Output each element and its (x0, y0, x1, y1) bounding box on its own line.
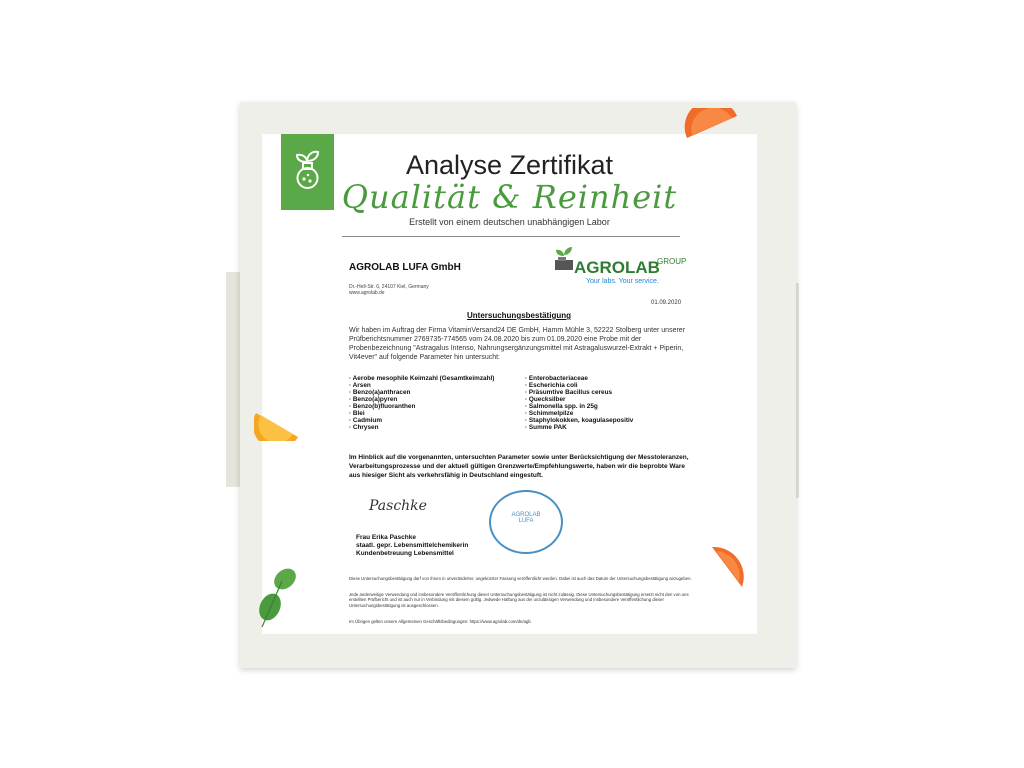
list-item: · Escherichia coli (525, 382, 578, 389)
agrolab-brand: AGROLAB (574, 258, 660, 277)
list-item: · Schimmelpilze (525, 410, 574, 417)
company-web: www.agrolab.de (349, 290, 385, 296)
list-item: · Staphylokokken, koagulasepositiv (525, 417, 634, 424)
footer-note-3: Im Übrigen gelten unsere Allgemeinen Geschäftsbedingungen: https://www.agrolab.com/de/agb (349, 619, 531, 624)
signer-role: staatl. gepr. Lebensmittelchemikerin (356, 542, 469, 549)
certificate-title: Analyse Zertifikat (405, 150, 614, 180)
orange-slice-right-icon (708, 541, 756, 591)
certificate-script-title: Qualität & Reinheit (341, 178, 678, 216)
certificate-subtitle: Erstellt von einem deutschen unabhängigen Labor (409, 217, 610, 227)
agrolab-logo-icon (553, 244, 575, 274)
company-name: AGROLAB LUFA GmbH (349, 262, 461, 273)
divider (342, 236, 680, 237)
green-leaves-icon (252, 561, 302, 631)
list-item: · Cadmium (349, 417, 383, 424)
list-item: · Blei (349, 410, 365, 417)
footer-note-2: Jede anderweitige Verwendung und insbesondere Veröffentlichung dieser Untersuchungsbestätigung ist nicht zulässig. Diese Untersuchungsbestätigung ersetzt nicht den von uns erstellten Prüfbericht und ist auch nur in Verbindung mit diesem gültig. Jedwede Haftung aus der unzulässigen Verwendung und insbesondere Veröffentlichung dieser Untersuchungsbestätigung ist ausgeschlossen. (349, 592, 689, 608)
list-item: · Benzo(a)anthracen (349, 389, 411, 396)
agrolab-group: GROUP (657, 257, 687, 266)
list-item: · Benzo(a)pyren (349, 396, 398, 403)
list-item: · Salmonella spp. in 25g (525, 403, 598, 410)
lab-stamp (489, 490, 563, 554)
signer-dept: Kundenbetreuung Lebensmittel (356, 550, 454, 557)
lemon-slice-icon (254, 407, 300, 441)
footer-note-1: Diese Untersuchungsbestätigung darf von Ihnen in unveränderter, ungekürzter Fassung veröffentlicht werden. Dabei ist auch das Datum der Untersuchungsbestätigung anzugeben. (349, 576, 692, 581)
params-right-list (525, 375, 633, 431)
list-item: · Enterobacteriaceae (525, 375, 588, 382)
company-address: Dr.-Hell-Str. 6, 24107 Kiel, Germany (349, 284, 429, 290)
letter-summary: Im Hinblick auf die vorgenannten, untersuchten Parameter sowie unter Berücksichtigung der Messtoleranzen, Verarbeitungsprozesse und der aktuell gültigen Grenzwerte/Empfehlungswerte, haben wir die beprobte Ware aus hiesiger Sicht als verkehrsfähig in Deutschland eingestuft. (349, 454, 689, 479)
list-item: · Präsumtive Bacillus cereus (525, 389, 613, 396)
list-item: · Quecksilber (525, 396, 566, 403)
stamp-line2: LUFA (518, 518, 534, 524)
list-item: · Benzo(b)fluoranthen (349, 403, 416, 410)
letter-heading: Untersuchungsbestätigung (466, 311, 571, 320)
letter-date: 01.09.2020 (651, 300, 682, 306)
list-item: · Chrysen (349, 424, 379, 431)
stamp-line1: AGROLAB (511, 512, 541, 518)
list-item: · Summe PAK (525, 424, 567, 431)
orange-slice-top-icon (683, 108, 741, 146)
params-left-list (349, 375, 494, 431)
agrolab-tagline: Your labs. Your service. (586, 278, 659, 285)
list-item: · Arsen (349, 382, 371, 389)
signature: Paschke (369, 498, 427, 514)
list-item: · Aerobe mesophile Keimzahl (Gesamtkeimzahl) (349, 375, 495, 382)
signer-name: Frau Erika Paschke (356, 534, 416, 541)
letter-intro: Wir haben im Auftrag der Firma VitaminVersand24 DE GmbH, Hamm Mühle 3, 52222 Stolberg unter unserer Prüfberichtsnummer 2769735-774565 vom 24.08.2020 bis zum 01.09.2020 eine Probe mit der Probenbezeichnung "Astragalus Intenso, Nahrungsergänzungsmittel mit Astragaluswurzel-Extrakt + Piperin, Vit4ever" auf folgende Parameter hin untersucht: (349, 327, 686, 361)
